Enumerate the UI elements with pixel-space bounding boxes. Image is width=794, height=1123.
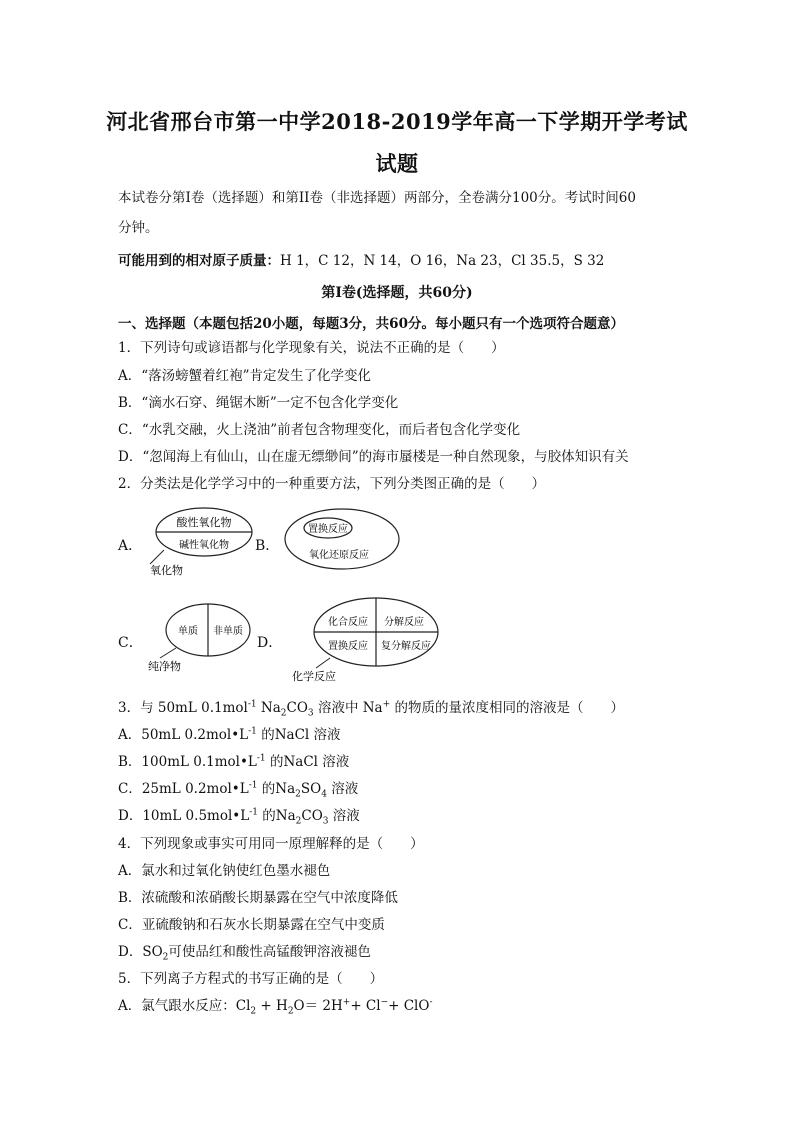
q2-stem: 2．分类法是化学学习中的一种重要方法，下列分类图正确的是（ ） [118, 476, 546, 492]
q4-option-b: B．浓硫酸和浓硝酸长期暴露在空气中浓度降低 [118, 890, 398, 906]
diag-d-bl-label: 置换反应 [328, 641, 368, 652]
q2-label-b: B． [255, 538, 280, 554]
q1-option-d: D．“忽闻海上有仙山，山在虚无缥缈间”的海市蜃楼是一种自然现象，与胶体知识有关 [118, 449, 629, 465]
q3-stem: 3．与 50mL 0.1mol$^{-1}$ $Na_2CO_3$ 溶液中 Na+ 的物质的量浓度相同的溶液是（ ） [118, 699, 624, 719]
section1-heading: 一、选择题（本题包括20小题，每题3分，共60分。每小题只有一个选项符合题意） [118, 316, 624, 332]
diag-a-top-label: 酸性氧化物 [176, 516, 232, 529]
q5-stem: 5．下列离子方程式的书写正确的是（ ） [118, 971, 384, 987]
q4-stem: 4．下列现象或事实可用同一原理解释的是（ ） [118, 836, 424, 852]
q4-option-c: C．亚硫酸钠和石灰水长期暴露在空气中变质 [118, 917, 385, 933]
q1-option-c: C．“水乳交融，火上浇油”前者包含物理变化，而后者包含化学变化 [118, 422, 521, 438]
document-title-line1: 河北省邢台市第一中学2018-2019学年高一下学期开学考试 [106, 109, 688, 134]
q2-diagram-c [140, 600, 260, 676]
q4-option-a: A．氯水和过氧化钠使红色墨水褪色 [118, 863, 331, 879]
diag-d-br-label: 复分解反应 [381, 641, 431, 652]
q3-option-c: C．25mL $0.2mol•L^{-1}$ 的$Na_2SO_4$ 溶液 [118, 780, 359, 800]
diag-a-bottom-label: 碱性氧化物 [179, 540, 229, 551]
q3-option-d: D．10mL $0.5mol•L^{-1}$ 的$Na_2CO_3$ 溶液 [118, 807, 360, 827]
q2-label-d: D． [257, 635, 283, 651]
diag-d-tl-label: 化合反应 [328, 617, 368, 628]
diag-c-right-label: 非单质 [213, 626, 243, 637]
diag-d-tr-label: 分解反应 [384, 617, 424, 628]
part1-title: 第Ⅰ卷(选择题，共60分) [321, 285, 473, 301]
q2-label-c: C． [118, 635, 143, 651]
atomic-mass-label: 可能用到的相对原子质量： [118, 253, 280, 269]
diag-d-outer-label: 化学反应 [292, 670, 336, 683]
diag-c-left-label: 单质 [178, 626, 198, 637]
diag-a-outer-label: 氧化物 [150, 564, 183, 577]
atomic-mass-values: H 1，C 12，N 14，O 16，Na 23，Cl 35.5，S 32 [280, 253, 605, 269]
q4-option-d: D．$SO_2$可使品红和酸性高锰酸钾溶液褪色 [118, 944, 371, 963]
q5-option-a: A．氯气跟水反应：$Cl_2 + H_2O= 2H^++ Cl^-+ ClO^-$ [118, 997, 433, 1017]
q2-diagram-b [282, 506, 402, 572]
q2-diagram-d [290, 594, 442, 686]
diag-c-outer-label: 纯净物 [148, 660, 181, 673]
intro-line2: 分钟。 [118, 220, 159, 236]
q2-label-a: A． [118, 538, 143, 554]
diag-b-outer-label: 氧化还原反应 [309, 550, 369, 561]
q1-option-a: A．“落汤螃蟹着红袍”肯定发生了化学变化 [118, 368, 372, 384]
diag-b-inner-label: 置换反应 [308, 524, 348, 535]
q1-option-b: B．“滴水石穿、绳锯木断”一定不包含化学变化 [118, 395, 399, 411]
q3-option-b: B．100mL $0.1mol•L^{-1}$ 的NaCl 溶液 [118, 753, 350, 770]
document-title-line2: 试题 [375, 151, 419, 176]
q3-option-a: A．50mL $0.2mol•L^{-1}$ 的NaCl 溶液 [118, 726, 341, 743]
q1-stem: 1．下列诗句或谚语都与化学现象有关，说法不正确的是（ ） [118, 340, 505, 356]
intro-line1: 本试卷分第I卷（选择题）和第II卷（非选择题）两部分，全卷满分100分。考试时间60 [118, 190, 636, 206]
q2-diagram-a [140, 504, 260, 580]
atomic-mass-line [118, 249, 604, 269]
